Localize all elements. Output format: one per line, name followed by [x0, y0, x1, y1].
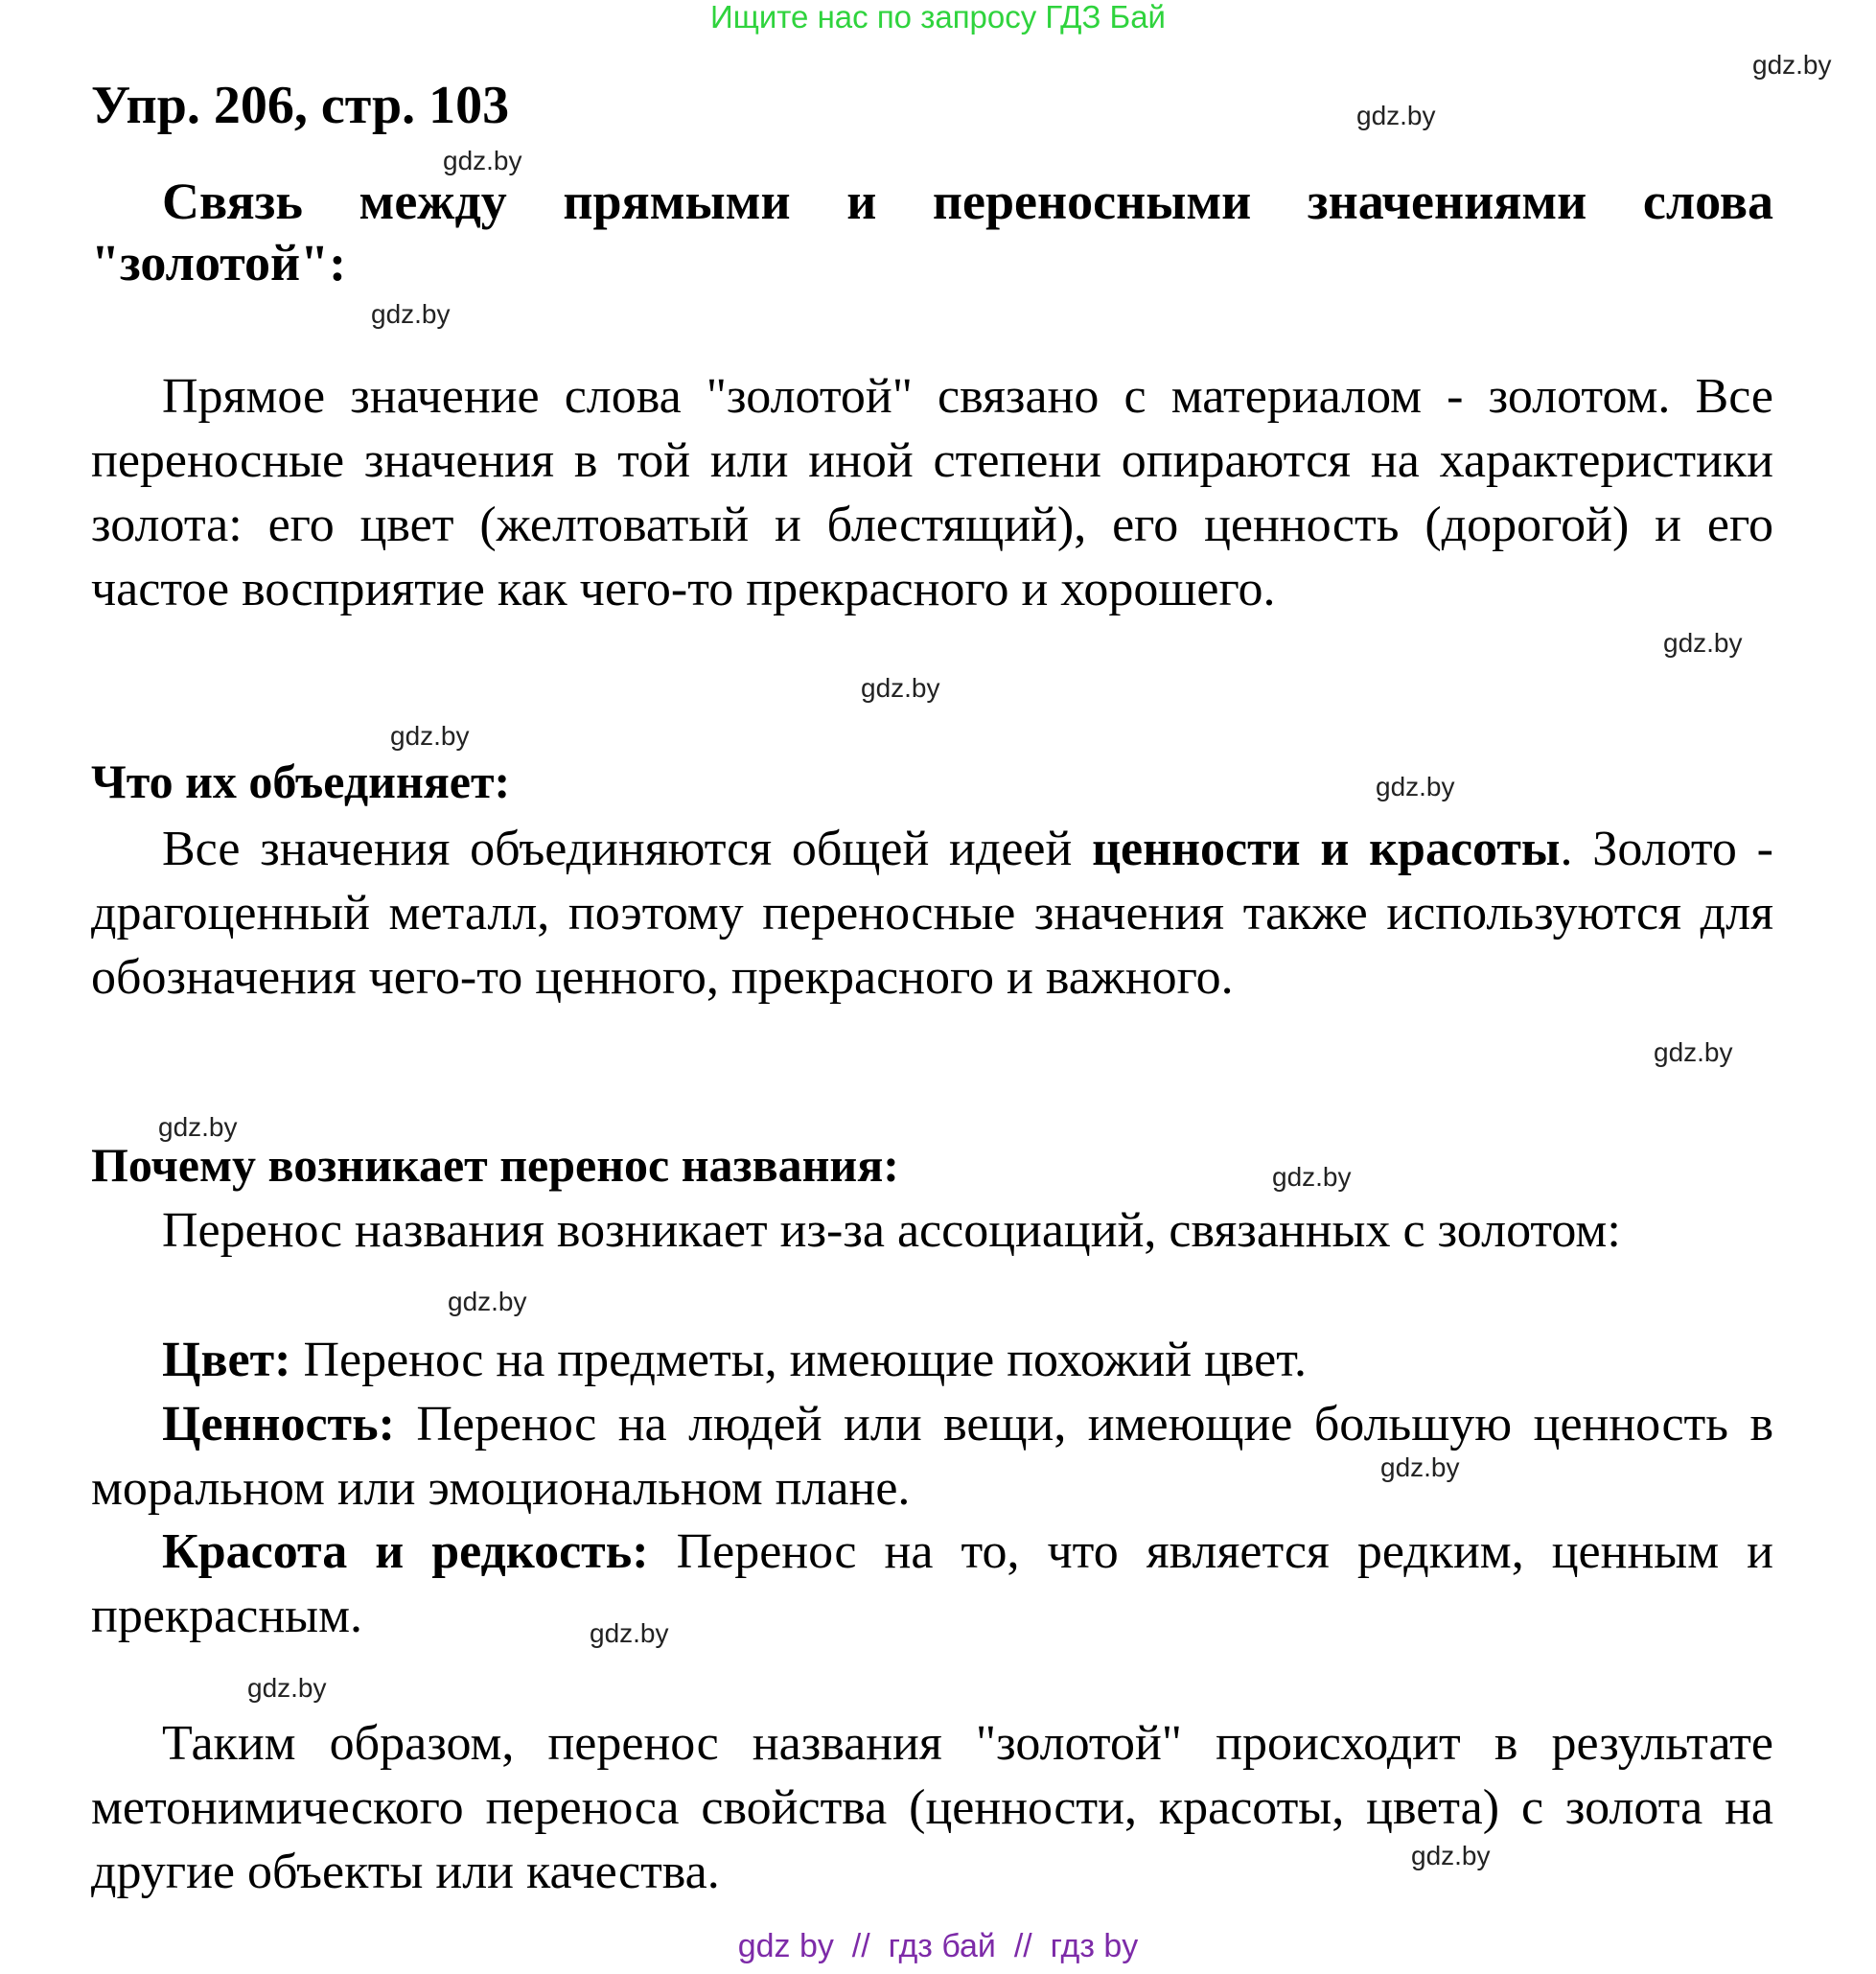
paragraph-what-unites	[91, 817, 1773, 1010]
item-value-text: Перенос на людей или вещи, имеющие большую ценность в моральном или эмоциональном плане.	[91, 1397, 1773, 1516]
watermark: gdz.by	[1376, 772, 1455, 801]
watermark: gdz.by	[448, 1287, 527, 1316]
footer-links: gdz by // гдз бай // гдз by	[737, 1928, 1139, 1964]
item-value	[91, 1392, 1773, 1521]
watermark: gdz.by	[1356, 101, 1436, 130]
emphasis-value-beauty: ценности и красоты	[1092, 822, 1561, 876]
paragraph-conclusion: Таким образом, перенос названия "золотой" происходит в результате метонимического переноса свойства (ценности, красоты, цвета) с золота на другие объекты или качества.	[91, 1716, 1773, 1899]
item-beauty-rarity-label: Красота и редкость:	[162, 1524, 649, 1579]
section-title: Связь между прямыми и переносными значениями слова "золотой":	[91, 173, 1773, 291]
watermark: gdz.by	[390, 721, 470, 751]
watermark: gdz.by	[1380, 1452, 1460, 1482]
item-color	[91, 1328, 1773, 1392]
item-value-label: Ценность:	[162, 1397, 395, 1451]
heading-what-unites: Что их объединяет:	[91, 755, 511, 808]
watermark: gdz.by	[443, 146, 522, 175]
watermark: gdz.by	[247, 1673, 327, 1703]
top-banner: Ищите нас по запросу ГДЗ Бай	[710, 0, 1166, 35]
item-color-text: Перенос на предметы, имеющие похожий цвет.	[290, 1333, 1308, 1387]
item-color-label: Цвет:	[162, 1333, 291, 1387]
watermark: gdz.by	[371, 299, 451, 329]
watermark: gdz.by	[861, 673, 940, 703]
paragraph-what-unites-start: Все значения объединяются общей идеей	[162, 822, 1093, 876]
exercise-title: Упр. 206, стр. 103	[91, 76, 510, 135]
watermark: gdz.by	[1654, 1037, 1733, 1067]
item-beauty-rarity	[91, 1520, 1773, 1648]
watermark: gdz.by	[590, 1618, 669, 1648]
heading-why-transfer: Почему возникает перенос названия:	[91, 1138, 899, 1192]
watermark: gdz.by	[1752, 50, 1832, 80]
watermark: gdz.by	[1663, 628, 1743, 658]
watermark: gdz.by	[1272, 1162, 1352, 1192]
paragraph-what-unites-end: . Золото - драгоценный металл, поэтому переносные значения также используются для обозначения чего-то ценного, прекрасного и важного.	[91, 822, 1773, 1005]
paragraph-why-transfer: Перенос названия возникает из-за ассоциаций, связанных с золотом:	[162, 1203, 1621, 1258]
item-beauty-rarity-text: Перенос на то, что является редким, ценным и прекрасным.	[91, 1524, 1773, 1643]
paragraph-direct-meaning: Прямое значение слова "золотой" связано с материалом - золотом. Все переносные значения в той или иной степени опираются на характеристики золота: его цвет (желтоватый и блестящий), его ценность (дорогой) и его частое восприятие как чего-то прекрасного и хорошего.	[91, 369, 1773, 616]
watermark: gdz.by	[1411, 1841, 1491, 1870]
watermark: gdz.by	[158, 1112, 238, 1142]
